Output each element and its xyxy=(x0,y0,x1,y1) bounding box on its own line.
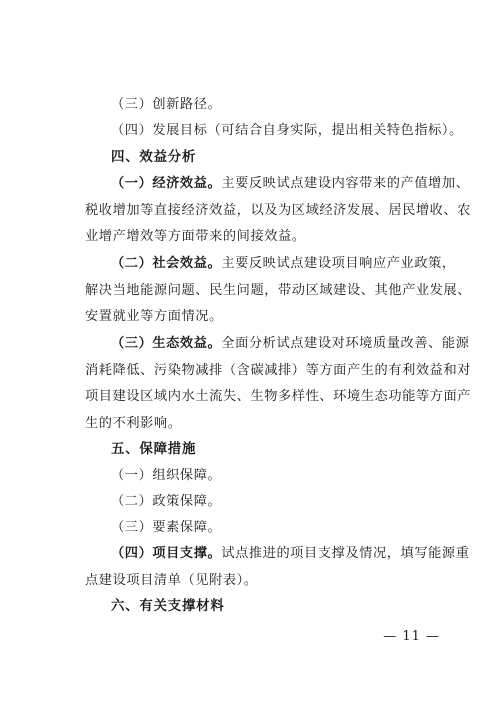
ecological-benefit-lead: （三）生态效益。 xyxy=(111,336,222,351)
page-number: — 11 — xyxy=(383,629,440,644)
economic-benefit-lead: （一）经济效益。 xyxy=(111,176,222,191)
ecological-benefit-line-4: 生的不利影响。 xyxy=(85,415,182,431)
organization-safeguard-text: （一）组织保障。 xyxy=(111,468,222,483)
project-support-line-1 xyxy=(85,541,470,568)
project-support-line-2: 点建设项目清单（见附表）。 xyxy=(85,572,258,588)
section-heading-supporting-materials: 六、有关支撑材料 xyxy=(111,599,225,614)
paragraph-social-benefit xyxy=(85,251,472,331)
item-policy-safeguard xyxy=(85,489,433,516)
ecological-benefit-line-1 xyxy=(85,331,470,358)
paragraph-ecological-benefit xyxy=(85,331,472,437)
economic-benefit-line-1 xyxy=(85,171,470,198)
social-benefit-lead: （二）社会效益。 xyxy=(111,256,222,271)
economic-benefit-line-1-text: 主要反映试点建设内容带来的产值增加、 xyxy=(221,176,470,191)
social-benefit-line-1 xyxy=(85,251,456,278)
item-innovation-path-text: （三）创新路径。 xyxy=(111,97,222,112)
item-development-goals-text: （四）发展目标（可结合自身实际，提出相关特色指标）。 xyxy=(111,123,463,138)
ecological-benefit-line-1-text: 全面分析试点建设对环境质量改善、能源 xyxy=(221,336,470,351)
policy-safeguard-text: （二）政策保障。 xyxy=(111,494,222,509)
item-innovation-path xyxy=(85,92,433,119)
factor-safeguard-text: （三）要素保障。 xyxy=(111,520,222,535)
item-organization-safeguard xyxy=(85,463,433,490)
social-benefit-line-3: 安置就业等方面情况。 xyxy=(85,309,223,324)
project-support-line-1-text: 试点推进的项目支撑及情况，填写能源重 xyxy=(221,546,470,561)
social-benefit-line-2: 解决当地能源问题、民生问题，带动区域建设、其他产业发展、 xyxy=(85,282,472,298)
ecological-benefit-line-3: 项目建设区域内水土流失、生物多样性、环境生态功能等方面产 xyxy=(85,389,472,404)
economic-benefit-line-2: 税收增加等直接经济效益，以及为区域经济发展、居民增收、农 xyxy=(85,202,472,218)
paragraph-economic-benefit xyxy=(85,171,472,251)
social-benefit-line-1-text: 主要反映试点建设项目响应产业政策， xyxy=(221,256,456,271)
ecological-benefit-line-2: 消耗降低、污染物减排（含碳减排）等方面产生的有利效益和对 xyxy=(85,362,472,378)
item-development-goals xyxy=(85,118,463,145)
item-factor-safeguard xyxy=(85,515,433,542)
paragraph-project-support xyxy=(85,541,470,594)
section-heading-safeguard-measures: 五、保障措施 xyxy=(111,442,197,457)
economic-benefit-line-3: 业增产增效等方面带来的间接效益。 xyxy=(85,229,306,244)
project-support-lead: （四）项目支撑。 xyxy=(111,546,222,561)
section-heading-benefit-analysis: 四、效益分析 xyxy=(111,150,197,165)
